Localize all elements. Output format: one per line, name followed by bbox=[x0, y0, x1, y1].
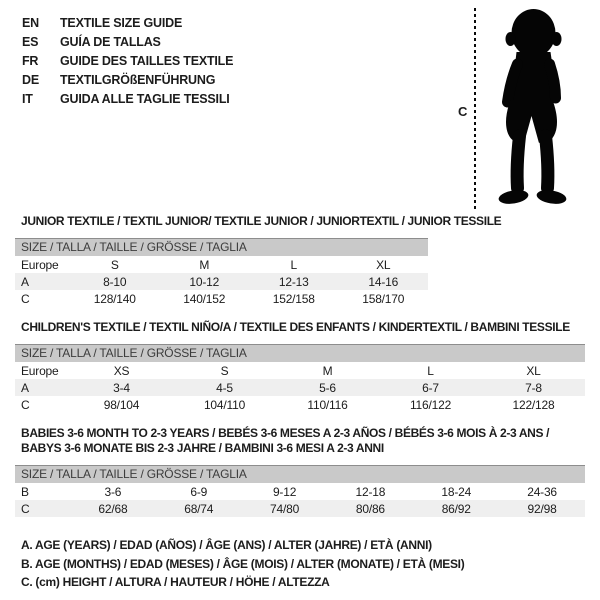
size-table-grid-children bbox=[15, 362, 585, 413]
section-junior bbox=[15, 214, 585, 307]
row-label: Europe bbox=[21, 363, 59, 378]
cell-value: 9-12 bbox=[272, 484, 297, 499]
heading-line: JUNIOR TEXTILE / TEXTIL JUNIOR/ TEXTILE JUNIOR / JUNIORTEXTIL / JUNIOR TESSILE bbox=[21, 214, 502, 228]
row-label: A bbox=[21, 380, 29, 395]
table-row-c bbox=[15, 500, 585, 517]
cell-value: XL bbox=[376, 257, 391, 272]
language-code: EN bbox=[22, 15, 39, 30]
cell-value: M bbox=[199, 257, 210, 272]
language-code: FR bbox=[22, 53, 39, 68]
cell-value: L bbox=[290, 257, 297, 272]
language-title: GUIDA ALLE TAGLIE TESSILI bbox=[60, 91, 230, 106]
table-row-c bbox=[15, 290, 428, 307]
language-row-en bbox=[22, 13, 233, 32]
language-title: TEXTILGRÖßENFÜHRUNG bbox=[60, 72, 216, 87]
cell-value: S bbox=[220, 363, 229, 378]
toddler-silhouette-icon bbox=[483, 6, 580, 210]
size-table-grid-babies bbox=[15, 483, 585, 517]
section-babies bbox=[15, 426, 585, 517]
section-children bbox=[15, 320, 585, 413]
cell-value: 116/122 bbox=[409, 397, 452, 412]
cell-value: 104/110 bbox=[203, 397, 246, 412]
height-marker-label: C bbox=[458, 104, 468, 119]
table-row-b bbox=[15, 483, 585, 500]
language-title: GUÍA DE TALLAS bbox=[60, 34, 161, 49]
cell-value: 80/86 bbox=[355, 501, 385, 516]
table-row-c bbox=[15, 396, 585, 413]
language-title: TEXTILE SIZE GUIDE bbox=[60, 15, 183, 30]
language-title: GUIDE DES TAILLES TEXTILE bbox=[60, 53, 234, 68]
language-row-it bbox=[22, 89, 233, 108]
cell-value: M bbox=[322, 363, 333, 378]
cell-value: 24-36 bbox=[527, 484, 557, 499]
section-heading-babies bbox=[21, 426, 585, 456]
size-bar-label: SIZE / TALLA / TAILLE / GRÖSSE / TAGLIA bbox=[15, 344, 585, 362]
cell-value: 62/68 bbox=[98, 501, 128, 516]
cell-value: 92/98 bbox=[527, 501, 557, 516]
table-row-a bbox=[15, 273, 428, 290]
table-row-europe bbox=[15, 362, 585, 379]
cell-value: XS bbox=[113, 363, 130, 378]
language-code: DE bbox=[22, 72, 39, 87]
size-tables-area bbox=[15, 214, 585, 517]
section-heading-junior bbox=[21, 214, 585, 229]
cell-value: 3-4 bbox=[113, 380, 130, 395]
row-label: A bbox=[21, 274, 29, 289]
height-measure-dashed-line bbox=[474, 8, 476, 210]
heading-line: BABIES 3-6 MONTH TO 2-3 YEARS / BEBÉS 3-6 MESES A 2-3 AÑOS / BÉBÉS 3-6 MOIS À 2-3 ANS / bbox=[21, 426, 550, 440]
row-label: C bbox=[21, 501, 30, 516]
footnote: A. AGE (YEARS) / EDAD (AÑOS) / ÂGE (ANS) / ALTER (JAHRE) / ETÀ (ANNI) bbox=[21, 538, 432, 552]
cell-value: 74/80 bbox=[270, 501, 300, 516]
cell-value: 18-24 bbox=[441, 484, 472, 499]
cell-value: 6-9 bbox=[190, 484, 208, 499]
heading-line: CHILDREN'S TEXTILE / TEXTIL NIÑO/A / TEXTILE DES ENFANTS / KINDERTEXTIL / BAMBINI TESSILE bbox=[21, 320, 570, 334]
cell-value: 98/104 bbox=[103, 397, 140, 412]
cell-value: 128/140 bbox=[93, 291, 136, 306]
language-row-fr bbox=[22, 51, 233, 70]
size-table-babies bbox=[15, 465, 585, 517]
cell-value: L bbox=[427, 363, 434, 378]
language-row-es bbox=[22, 32, 233, 51]
cell-value: XL bbox=[526, 363, 541, 378]
size-bar-label: SIZE / TALLA / TAILLE / GRÖSSE / TAGLIA bbox=[15, 238, 428, 256]
size-table-grid-junior bbox=[15, 256, 428, 307]
cell-value: 12-13 bbox=[278, 274, 309, 289]
footnote: C. (cm) HEIGHT / ALTURA / HAUTEUR / HÖHE / ALTEZZA bbox=[21, 575, 330, 589]
language-code: ES bbox=[22, 34, 39, 49]
language-list bbox=[22, 13, 233, 108]
row-label: C bbox=[21, 397, 30, 412]
cell-value: 86/92 bbox=[441, 501, 471, 516]
cell-value: 12-18 bbox=[355, 484, 386, 499]
cell-value: S bbox=[110, 257, 119, 272]
size-bar-label: SIZE / TALLA / TAILLE / GRÖSSE / TAGLIA bbox=[15, 465, 585, 483]
language-row-de bbox=[22, 70, 233, 89]
cell-value: 158/170 bbox=[362, 291, 405, 306]
size-table-children bbox=[15, 344, 585, 413]
table-row-europe bbox=[15, 256, 428, 273]
cell-value: 68/74 bbox=[184, 501, 214, 516]
cell-value: 7-8 bbox=[525, 380, 542, 395]
language-code: IT bbox=[22, 91, 33, 106]
cell-value: 8-10 bbox=[103, 274, 127, 289]
heading-line: BABYS 3-6 MONATE BIS 2-3 JAHRE / BAMBINI 3-6 MESI A 2-3 ANNI bbox=[21, 441, 384, 455]
cell-value: 140/152 bbox=[183, 291, 226, 306]
cell-value: 152/158 bbox=[272, 291, 315, 306]
row-label: Europe bbox=[21, 257, 59, 272]
row-label: B bbox=[21, 484, 29, 499]
cell-value: 10-12 bbox=[189, 274, 220, 289]
cell-value: 110/116 bbox=[307, 397, 348, 412]
cell-value: 6-7 bbox=[422, 380, 439, 395]
cell-value: 4-5 bbox=[216, 380, 233, 395]
footnotes bbox=[21, 536, 464, 592]
section-heading-children bbox=[21, 320, 585, 335]
cell-value: 3-6 bbox=[104, 484, 122, 499]
cell-value: 5-6 bbox=[319, 380, 336, 395]
cell-value: 122/128 bbox=[512, 397, 555, 412]
footnote: B. AGE (MONTHS) / EDAD (MESES) / ÂGE (MOIS) / ALTER (MONATE) / ETÀ (MESI) bbox=[21, 556, 465, 571]
table-row-a bbox=[15, 379, 585, 396]
cell-value: 14-16 bbox=[368, 274, 399, 289]
row-label: C bbox=[21, 291, 30, 306]
size-table-junior bbox=[15, 238, 428, 307]
